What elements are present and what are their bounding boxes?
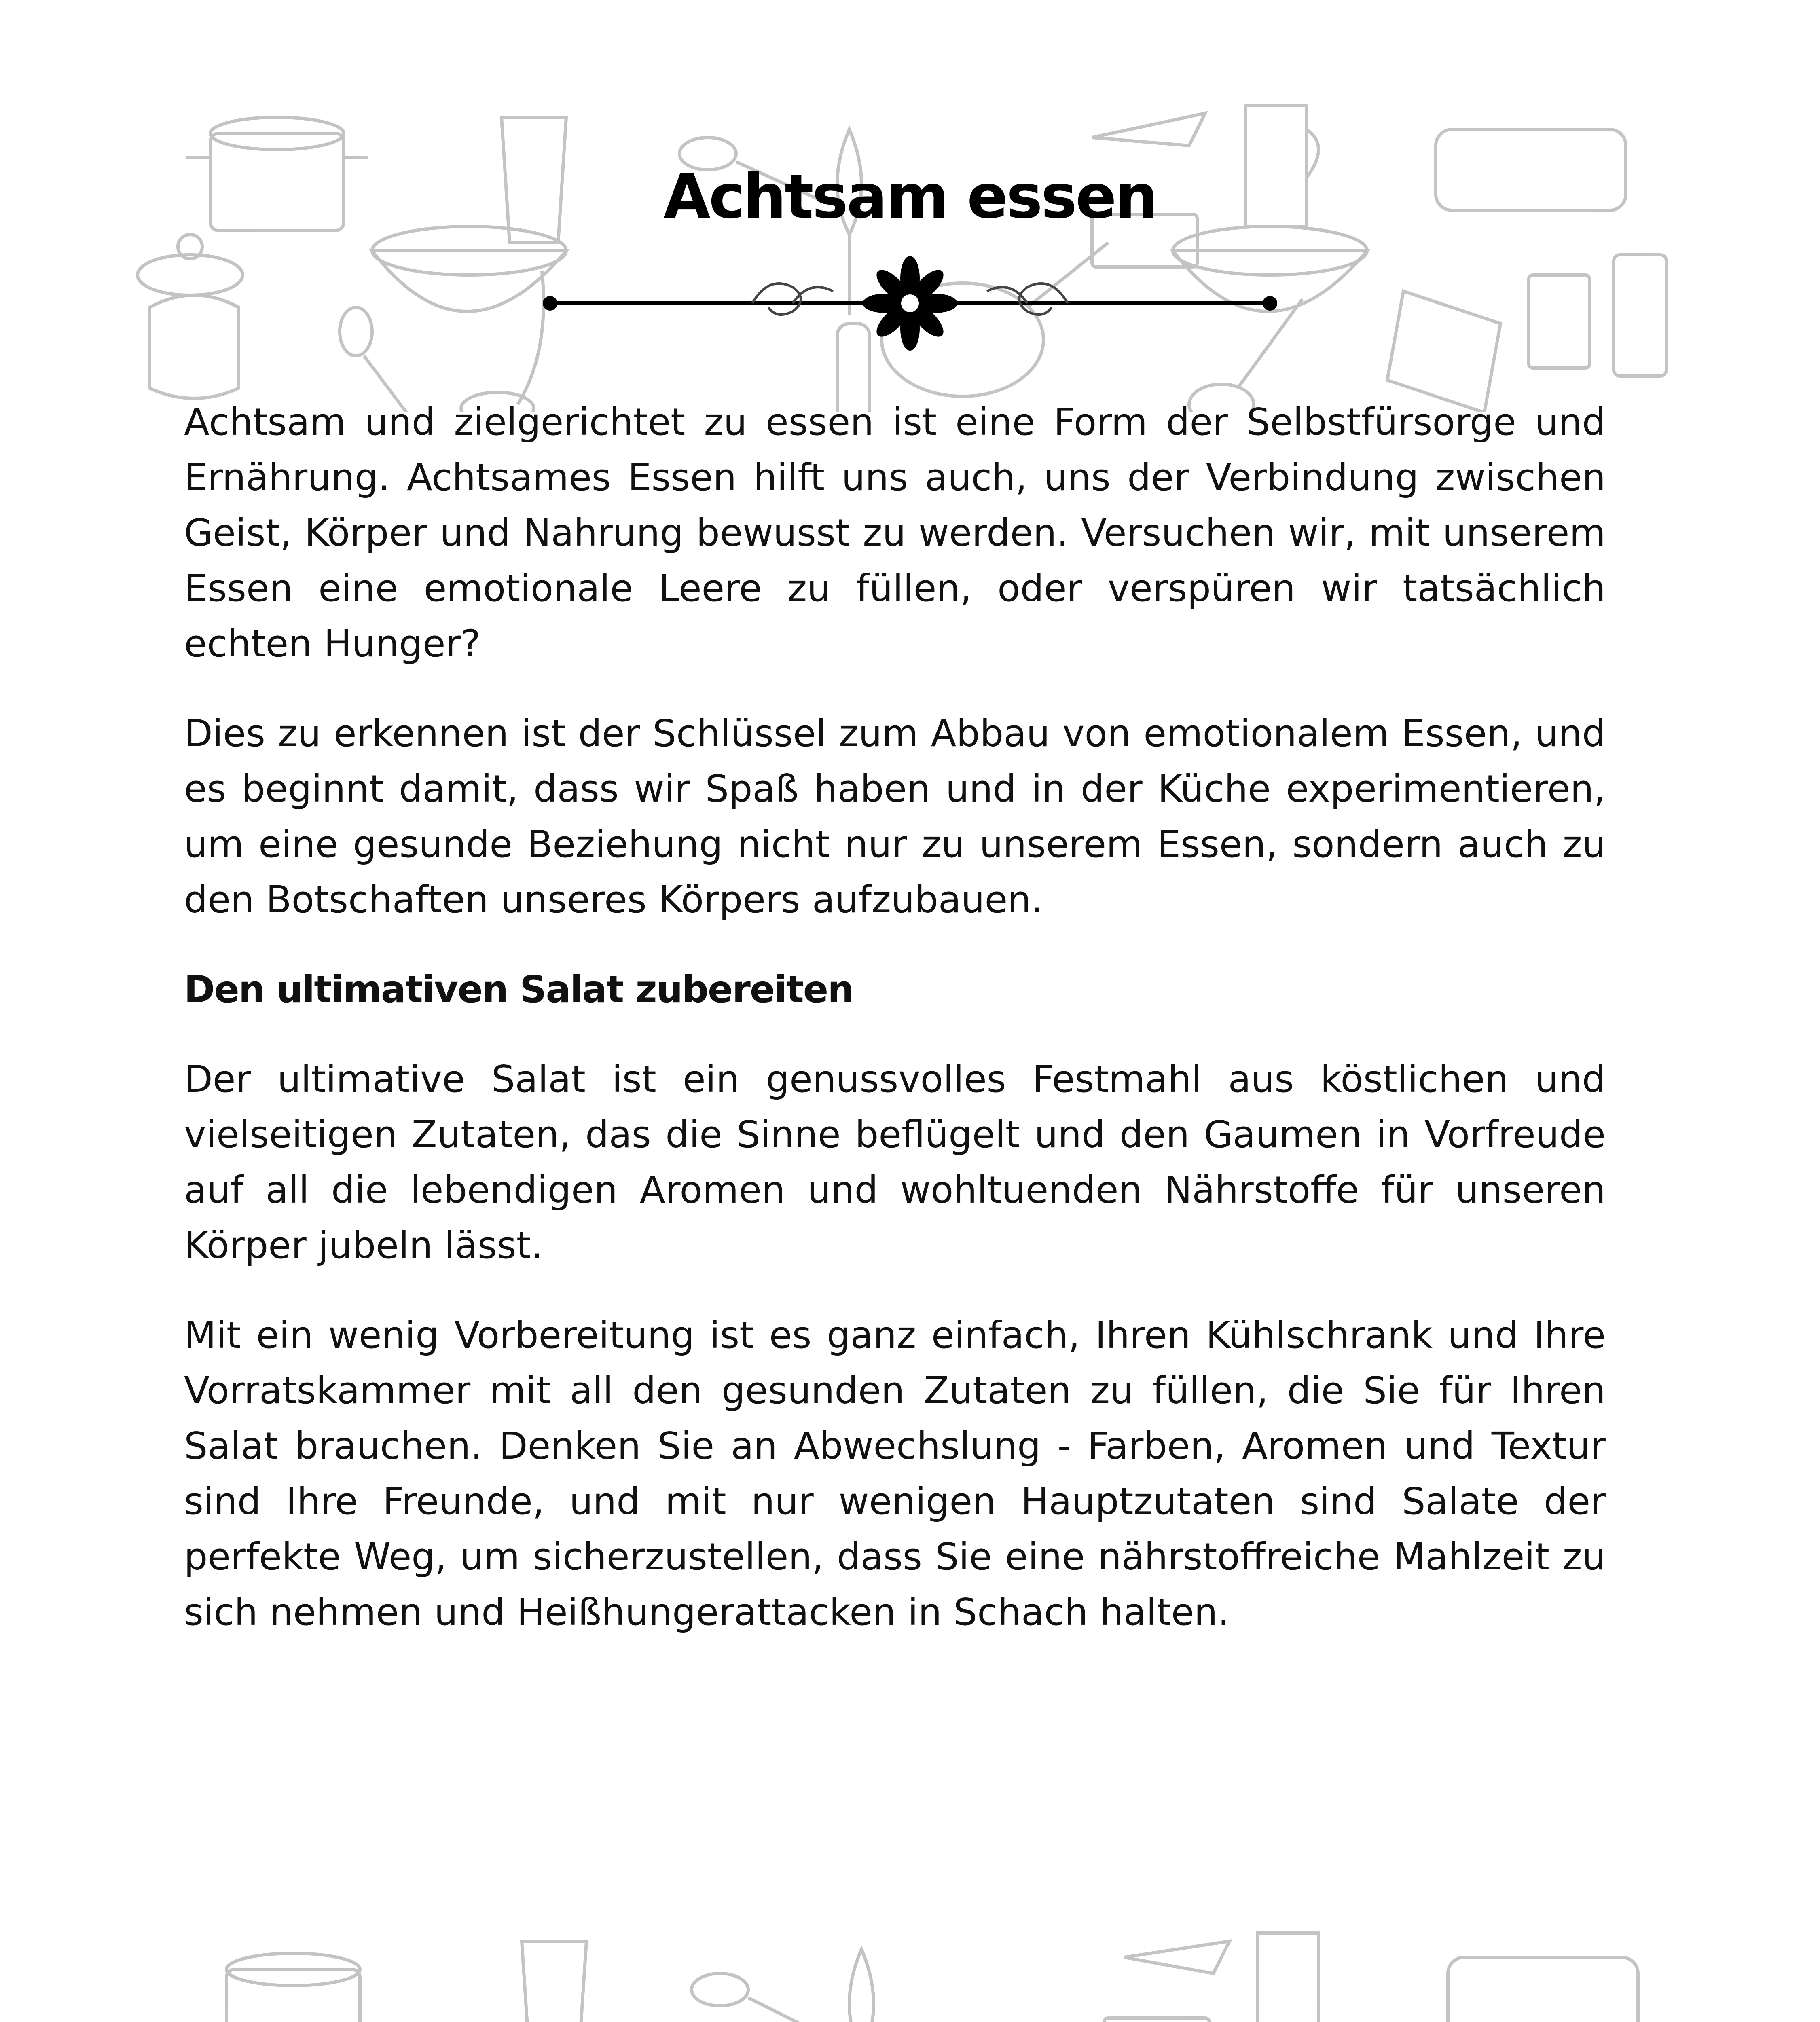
article-body (184, 394, 1606, 1674)
page-title: Achtsam essen (663, 162, 1157, 232)
pot-icon (150, 295, 239, 398)
flourish-divider-icon (526, 251, 1294, 356)
spoon-icon (692, 1973, 829, 2022)
grater-icon (1614, 255, 1666, 376)
paragraph-intro: Achtsam und zielgerichtet zu essen ist eine Form der Selbstfürsorge und Ernährung. Achtsames Essen hilft uns auch, uns der Verbindung zwischen Geist, Körper und Nahrung bewusst zu werden. Versuchen wir, mit unserem Essen eine emotionale Leere zu füllen, oder verspüren wir tatsächlich echten Hunger? (184, 400, 1606, 665)
knife-icon (1124, 1941, 1230, 1973)
cake-tin-icon (1448, 1957, 1638, 2022)
paragraph-preparation: Mit ein wenig Vorbereitung ist es ganz einfach, Ihren Kühlschrank und Ihre Vorratskammer mit all den gesunden Zutaten zu füllen, die Sie für Ihren Salat brauchen. Denken Sie an Abwechslung - Farben, Aromen und Textur sind Ihre Freunde, und mit nur wenigen Hauptzutaten sind Salate der perfekte Weg, um sicherzustellen, dass Sie eine nährstoffreiche Mahlzeit zu sich nehmen und Heißhungerattacken in Schach halten. (184, 1313, 1606, 1634)
pot-icon (226, 1953, 360, 2022)
kitchen-sketches-bottom (0, 1925, 1820, 2022)
paragraph-key: Dies zu erkennen ist der Schlüssel zum Abbau von emotionalem Essen, und es beginnt damit, dass wir Spaß haben und in der Küche experimentieren, um eine gesunde Beziehung nicht nur zu unserem Essen, sondern auch zu den Botschaften unseres Körpers aufzubauen. (184, 712, 1606, 921)
bottom-kitchen-border (0, 1925, 1820, 2022)
whisk-icon (849, 1949, 874, 2022)
calculator-icon (1529, 275, 1589, 368)
knife-icon (1092, 113, 1205, 146)
kitchen-sketches-top (0, 81, 1820, 412)
section-heading: Den ultimativen Salat zubereiten (184, 968, 853, 1011)
jug-icon (1258, 1933, 1318, 2022)
board-icon (1104, 2018, 1209, 2022)
top-kitchen-border (0, 81, 1820, 412)
glass-icon (522, 1941, 586, 2022)
lid-icon (138, 235, 243, 295)
paragraph-salad: Der ultimative Salat ist ein genussvolles Festmahl aus köstlichen und vielseitigen Zutaten, das die Sinne beflügelt und den Gaumen in Vorfreude auf all die lebendigen Aromen und wohltuenden Nährstoffe für unseren Körper jubeln lässt. (184, 1058, 1606, 1267)
